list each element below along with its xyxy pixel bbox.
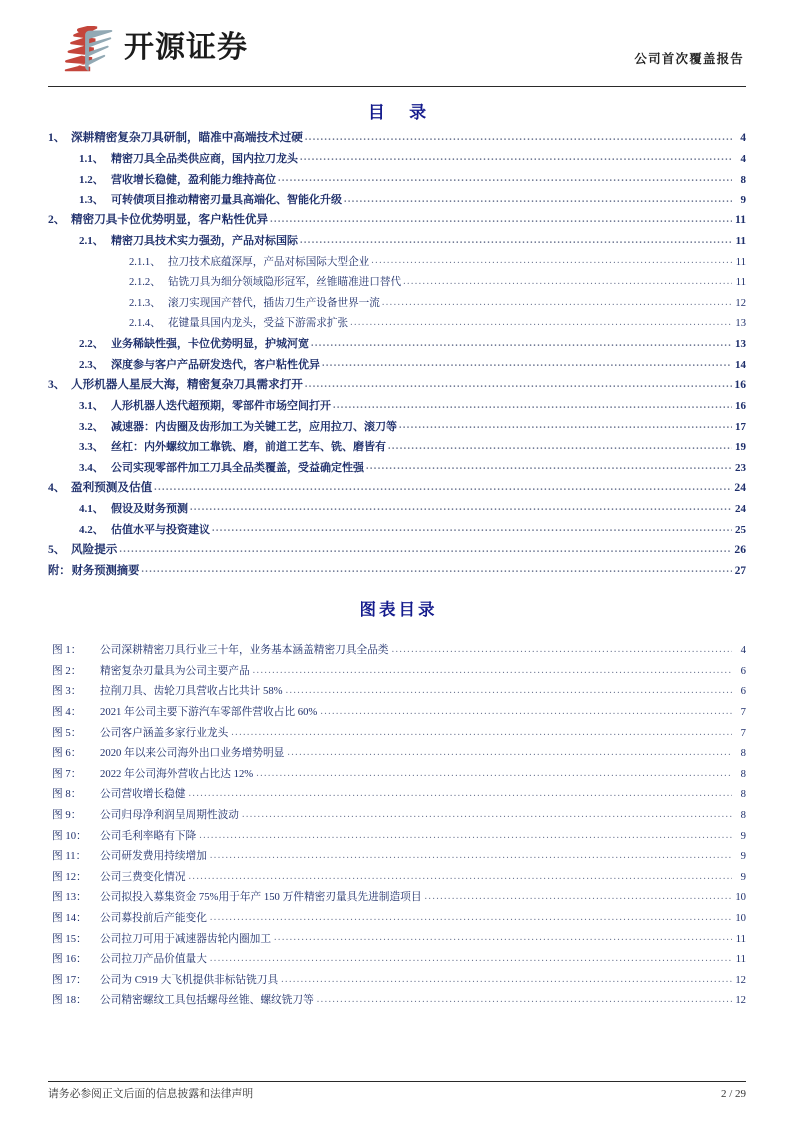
toc-entry-number: 1、	[48, 130, 66, 144]
figure-entry[interactable]	[48, 699, 746, 720]
toc-entry-page: 16	[734, 377, 746, 391]
dot-leader	[281, 975, 732, 985]
toc-entry-label: 人形机器人星辰大海，精密复杂刀具需求打开	[71, 377, 303, 391]
figure-entry[interactable]	[48, 843, 746, 864]
toc-entry-number: 1.2、	[79, 173, 104, 186]
dot-leader	[311, 340, 732, 350]
figure-entry-label: 公司拉刀产品价值量大	[100, 953, 207, 966]
figure-entry-page: 9	[740, 829, 746, 842]
figure-entry[interactable]	[48, 802, 746, 823]
figure-entry-label: 公司客户涵盖多家行业龙头	[100, 726, 229, 739]
dot-leader	[287, 749, 732, 759]
figure-entry-number: 图 16：	[52, 953, 87, 966]
toc-entry-number: 3.1、	[79, 400, 104, 413]
toc-entry-label: 钻铣刀具为细分领域隐形冠军，丝锥瞄准进口替代	[168, 277, 402, 289]
figure-entry-label: 公司为 C919 大飞机提供非标钻铣刀具	[100, 973, 279, 986]
figure-entry-number: 图 8：	[52, 788, 82, 801]
figure-entry-number: 图 17：	[52, 973, 87, 986]
figure-entry-label: 公司毛利率略有下降	[100, 829, 197, 842]
toc-entry[interactable]	[48, 228, 746, 249]
toc-entry[interactable]	[48, 166, 746, 187]
toc-entry-page: 11	[735, 256, 746, 268]
dot-leader	[371, 257, 732, 267]
figure-entry-number: 图 10：	[52, 829, 87, 842]
report-type-label: 公司首次覆盖报告	[634, 52, 744, 66]
table-of-contents	[48, 125, 746, 578]
toc-entry[interactable]	[48, 331, 746, 352]
toc-entry[interactable]	[48, 455, 746, 476]
figure-entry[interactable]	[48, 637, 746, 658]
dot-leader	[210, 955, 732, 965]
toc-entry-page: 4	[740, 130, 746, 144]
page-header	[48, 0, 746, 76]
figure-entry[interactable]	[48, 967, 746, 988]
toc-entry[interactable]	[48, 372, 746, 393]
toc-heading: 目 录	[367, 103, 437, 122]
figure-entry[interactable]	[48, 678, 746, 699]
figure-entry-number: 图 14：	[52, 912, 87, 924]
toc-entry-page: 4	[740, 153, 746, 166]
header-divider	[48, 86, 746, 87]
figure-entry-label: 公司精密螺纹工具包括螺母丝锥、螺纹铣刀等	[100, 994, 314, 1007]
toc-entry-page: 27	[734, 564, 746, 577]
figure-entry-number: 图 12：	[52, 870, 87, 883]
figure-entry-label: 2022 年公司海外营收占比达 12%	[100, 767, 254, 780]
figure-entry[interactable]	[48, 905, 746, 926]
figure-entry-page: 7	[740, 706, 746, 719]
brand-block	[48, 26, 248, 72]
page-footer	[48, 1081, 746, 1101]
dot-leader	[270, 216, 732, 226]
figure-entry-page: 6	[740, 664, 746, 677]
figure-entry-number: 图 11：	[52, 850, 87, 863]
toc-entry-number: 3.2、	[79, 420, 104, 433]
figure-entry-label: 公司拟投入募集资金 75%用于年产 150 万件精密刃量具先进制造项目	[100, 891, 422, 904]
toc-entry-number: 2.2、	[79, 338, 104, 351]
toc-entry-number: 3、	[48, 377, 66, 391]
figure-entry[interactable]	[48, 658, 746, 679]
toc-entry-label: 精密刀具卡位优势明显，客户粘性优异	[71, 213, 269, 227]
toc-entry-number: 2、	[48, 213, 66, 227]
footer-page-number: 2 / 29	[720, 1088, 746, 1100]
figure-entry-label: 公司研发费用持续增加	[100, 850, 207, 863]
figure-entry-page: 12	[735, 973, 746, 986]
toc-entry-number: 2.1.3、	[129, 297, 161, 309]
toc-entry[interactable]	[48, 496, 746, 517]
toc-entry-number: 3.3、	[79, 441, 104, 454]
dot-leader	[425, 893, 732, 903]
brand-name: 开源证券	[124, 31, 248, 64]
toc-entry-page: 24	[734, 480, 746, 494]
toc-entry-page: 19	[735, 441, 746, 454]
toc-entry-page: 11	[735, 213, 746, 227]
toc-entry-number: 1.3、	[79, 194, 104, 207]
toc-entry-label: 精密刀具全品类供应商，国内拉刀龙头	[111, 153, 298, 166]
toc-entry-number: 附：	[48, 564, 71, 577]
figure-entry-page: 9	[740, 870, 746, 883]
dot-leader	[274, 934, 732, 944]
dot-leader	[242, 810, 732, 820]
toc-entry-page: 13	[735, 318, 746, 330]
dot-leader	[399, 422, 732, 432]
figure-entry-number: 图 4：	[52, 706, 82, 719]
toc-entry[interactable]	[48, 146, 746, 167]
dot-leader	[403, 278, 732, 288]
toc-entry[interactable]	[48, 249, 746, 270]
toc-entry-page: 16	[735, 400, 746, 413]
toc-entry-label: 拉刀技术底蕴深厚，产品对标国际大型企业	[168, 256, 370, 268]
dot-leader	[199, 831, 732, 841]
toc-entry-label: 丝杠：内外螺纹加工靠铣、磨，前道工艺车、铣、磨皆有	[111, 441, 386, 454]
figure-entry[interactable]	[48, 925, 746, 946]
footer-divider	[48, 1081, 746, 1082]
figure-entry-label: 2021 年公司主要下游汽车零部件营收占比 60%	[100, 706, 318, 719]
dot-leader	[322, 360, 732, 370]
dot-leader	[344, 195, 732, 205]
toc-entry-number: 2.1.2、	[129, 277, 161, 289]
toc-entry[interactable]	[48, 516, 746, 537]
toc-entry-number: 2.1.1、	[129, 256, 161, 268]
figure-entry-number: 图 5：	[52, 726, 82, 739]
figure-entry-label: 公司深耕精密刀具行业三十年，业务基本涵盖精密刀具全品类	[100, 644, 389, 657]
figure-entry-page: 10	[735, 891, 746, 904]
figure-entry[interactable]	[48, 719, 746, 740]
figure-entry-page: 11	[735, 953, 746, 966]
figure-entry-number: 图 13：	[52, 891, 87, 904]
toc-entry[interactable]	[48, 434, 746, 455]
dot-leader	[189, 872, 732, 882]
dot-leader	[392, 646, 732, 656]
figure-entry-page: 9	[740, 850, 746, 863]
figure-entry-page: 8	[740, 788, 746, 801]
dot-leader	[190, 504, 732, 514]
toc-entry-label: 滚刀实现国产替代，插齿刀生产设备世界一流	[168, 297, 380, 309]
toc-entry[interactable]	[48, 475, 746, 496]
dot-leader	[382, 298, 732, 308]
toc-entry-number: 2.1、	[79, 235, 104, 248]
dot-leader	[300, 154, 732, 164]
figure-entry-number: 图 2：	[52, 664, 82, 677]
dot-leader	[231, 728, 732, 738]
figure-entry-page: 11	[735, 932, 746, 945]
dot-leader	[154, 484, 732, 494]
toc-entry-number: 4.2、	[79, 523, 104, 536]
toc-entry-number: 2.3、	[79, 359, 104, 372]
toc-entry[interactable]	[48, 537, 746, 558]
dot-leader	[317, 996, 732, 1006]
dot-leader	[119, 545, 732, 555]
figure-entry-label: 公司归母净利润呈周期性波动	[100, 809, 239, 822]
figure-entry[interactable]	[48, 884, 746, 905]
toc-entry-label: 风险提示	[71, 542, 118, 556]
figure-entry-label: 精密复杂刃量具为公司主要产品	[100, 664, 250, 677]
toc-entry-label: 深度参与客户产品研发迭代，客户粘性优异	[111, 359, 320, 372]
toc-entry-page: 14	[735, 359, 746, 372]
toc-entry-label: 花键量具国内龙头，受益下游需求扩张	[168, 318, 349, 330]
dot-leader	[333, 401, 732, 411]
toc-entry-page: 26	[734, 542, 746, 556]
toc-entry-page: 17	[735, 420, 746, 433]
figure-entry-label: 公司三费变化情况	[100, 870, 186, 883]
figure-entry[interactable]	[48, 761, 746, 782]
toc-entry[interactable]	[48, 207, 746, 228]
toc-entry-page: 11	[735, 235, 746, 248]
dot-leader	[305, 134, 732, 144]
toc-entry-number: 5、	[48, 542, 66, 556]
spacer	[48, 578, 746, 596]
figure-entry-label: 2020 年以来公司海外出口业务增势明显	[100, 747, 285, 760]
toc-entry-label: 减速器：内齿圈及齿形加工为关键工艺，应用拉刀、滚刀等	[111, 420, 397, 433]
figure-entry[interactable]	[48, 987, 746, 1008]
toc-entry-label: 公司实现零部件加工刀具全品类覆盖，受益确定性强	[111, 462, 364, 475]
toc-entry[interactable]	[48, 393, 746, 414]
toc-entry-label: 盈利预测及估值	[71, 480, 153, 494]
footer-disclaimer: 请务必参阅正文后面的信息披露和法律声明	[48, 1088, 254, 1100]
toc-entry-number: 4、	[48, 480, 66, 494]
figure-entry-number: 图 9：	[52, 809, 82, 822]
toc-entry[interactable]	[48, 557, 746, 578]
toc-entry[interactable]	[48, 310, 746, 331]
figure-entry[interactable]	[48, 781, 746, 802]
toc-entry-page: 13	[735, 338, 746, 351]
toc-entry-label: 假设及财务预测	[111, 503, 188, 516]
toc-entry-number: 2.1.4、	[129, 318, 161, 330]
figure-entry-number: 图 6：	[52, 747, 82, 760]
figure-entry-page: 4	[740, 644, 746, 657]
dot-leader	[366, 463, 732, 473]
toc-entry-label: 人形机器人迭代超预期，零部件市场空间打开	[111, 400, 331, 413]
dot-leader	[305, 381, 732, 391]
dot-leader	[189, 790, 732, 800]
figure-entry-number: 图 1：	[52, 644, 82, 657]
toc-entry-page: 8	[740, 173, 746, 186]
figure-entry-page: 6	[740, 685, 746, 698]
toc-entry[interactable]	[48, 352, 746, 373]
toc-entry-page: 25	[735, 523, 746, 536]
kaiyuan-flame-logo-icon	[60, 26, 114, 72]
dot-leader	[210, 913, 732, 923]
figure-entry-number: 图 7：	[52, 767, 82, 780]
toc-entry-label: 可转债项目推动精密刃量具高端化、智能化升级	[111, 194, 342, 207]
toc-entry-page: 11	[735, 277, 746, 289]
toc-entry-label: 精密刀具技术实力强劲，产品对标国际	[111, 235, 298, 248]
dot-leader	[141, 566, 732, 576]
toc-entry-number: 3.4、	[79, 462, 104, 475]
dot-leader	[256, 769, 732, 779]
figure-list-heading: 图表目录	[359, 600, 438, 620]
figure-entry-page: 8	[740, 747, 746, 760]
toc-entry-page: 12	[735, 297, 746, 309]
figure-entry[interactable]	[48, 946, 746, 967]
dot-leader	[320, 707, 732, 717]
dot-leader	[212, 525, 732, 535]
toc-entry-label: 估值水平与投资建议	[111, 523, 210, 536]
figure-entry-page: 12	[735, 994, 746, 1007]
toc-entry-label: 营收增长稳健，盈利能力维持高位	[111, 173, 276, 186]
figure-entry-number: 图 18：	[52, 994, 87, 1007]
toc-entry-label: 深耕精密复杂刀具研制，瞄准中高端技术过硬	[71, 130, 303, 144]
dot-leader	[278, 175, 732, 185]
toc-entry[interactable]	[48, 187, 746, 208]
figure-entry-label: 公司募投前后产能变化	[100, 912, 207, 924]
figure-entry[interactable]	[48, 740, 746, 761]
toc-entry-page: 23	[735, 462, 746, 475]
figure-entry-number: 图 3：	[52, 685, 82, 698]
dot-leader	[300, 237, 732, 247]
figure-entry-page: 10	[735, 912, 746, 924]
dot-leader	[286, 687, 732, 697]
figure-entry-page: 8	[740, 809, 746, 822]
toc-entry[interactable]	[48, 290, 746, 311]
figure-entry[interactable]	[48, 864, 746, 885]
toc-entry[interactable]	[48, 269, 746, 290]
figure-list	[48, 637, 746, 1008]
toc-entry-label: 财务预测摘要	[71, 564, 140, 577]
dot-leader	[350, 319, 732, 329]
toc-entry-label: 业务稀缺性强，卡位优势明显，护城河宽	[111, 338, 309, 351]
spacer	[48, 620, 746, 637]
toc-entry-number: 1.1、	[79, 153, 104, 166]
figure-entry-page: 7	[740, 726, 746, 739]
figure-entry-number: 图 15：	[52, 932, 87, 945]
dot-leader	[388, 443, 732, 453]
dot-leader	[210, 852, 732, 862]
toc-entry-number: 4.1、	[79, 503, 104, 516]
toc-entry[interactable]	[48, 413, 746, 434]
toc-entry[interactable]	[48, 125, 746, 146]
toc-entry-page: 9	[740, 194, 746, 207]
figure-entry-page: 8	[740, 767, 746, 780]
figure-entry[interactable]	[48, 822, 746, 843]
figure-entry-label: 公司营收增长稳健	[100, 788, 186, 801]
figure-entry-label: 拉削刀具、齿轮刀具营收占比共计 58%	[100, 685, 283, 698]
toc-entry-page: 24	[735, 503, 746, 516]
figure-entry-label: 公司拉刀可用于减速器齿轮内圈加工	[100, 932, 272, 945]
dot-leader	[253, 666, 732, 676]
